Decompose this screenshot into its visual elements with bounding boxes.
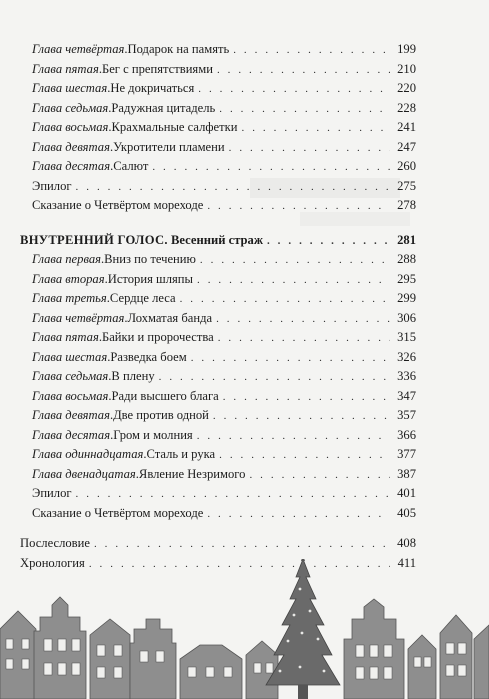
entry-title: Послесловие [20, 536, 90, 550]
separator: . [98, 330, 102, 344]
toc-chapter-entry[interactable] [20, 138, 416, 158]
chapter-label: Глава двенадцатая [32, 466, 136, 481]
toc-chapter-entry[interactable] [20, 60, 416, 80]
separator: . [104, 271, 108, 286]
entry-title: Две против одной [113, 408, 209, 422]
entry-title: Вниз по течению [104, 252, 196, 266]
entry-title: Сердце леса [109, 291, 176, 305]
leader-dots [229, 139, 390, 159]
separator: . [109, 408, 114, 422]
separator: . [106, 291, 110, 305]
page-number: 281 [397, 232, 416, 247]
window-shape [370, 645, 378, 657]
leader-dots [180, 290, 390, 310]
chapter-label: Глава девятая [32, 408, 110, 422]
window-shape [384, 667, 392, 679]
chapter-label: Глава пятая [32, 61, 99, 76]
house-shape [0, 611, 36, 699]
page-number: 275 [397, 178, 416, 193]
chapter-label: Глава восьмая [32, 120, 109, 134]
separator: . [135, 466, 139, 481]
chapter-label: Глава седьмая [32, 100, 109, 115]
toc-chapter-entry[interactable] [20, 367, 416, 387]
house-shape [440, 615, 472, 699]
chapter-label: Глава восьмая [32, 388, 109, 403]
window-shape [206, 667, 214, 677]
leader-dots [213, 407, 390, 427]
toc-entry[interactable] [20, 177, 416, 197]
page-number: 347 [397, 388, 416, 403]
separator: . [100, 252, 105, 266]
toc-chapter-entry[interactable] [20, 445, 416, 465]
separator: . [124, 42, 128, 56]
entry-title: Гром и молния [113, 427, 193, 442]
chapter-label: Глава девятая [32, 139, 110, 154]
leader-dots [267, 232, 390, 252]
chapter-label: Глава десятая [32, 427, 111, 442]
christmas-tree-illustration [266, 559, 340, 699]
window-shape [224, 667, 232, 677]
chapter-label: Глава шестая [32, 81, 108, 95]
toc-entry[interactable] [20, 484, 416, 504]
leader-dots [200, 251, 390, 271]
leader-dots [219, 446, 390, 466]
page-number: 295 [397, 271, 416, 286]
separator: . [110, 427, 114, 442]
entry-title: Не докричаться [110, 81, 195, 95]
window-shape [424, 657, 431, 667]
window-shape [458, 665, 466, 676]
leader-dots [219, 100, 390, 120]
separator: . [108, 388, 112, 403]
entry-title: Салют [113, 159, 149, 173]
entry-title: Эпилог [32, 486, 72, 500]
page-number: 336 [397, 369, 416, 383]
entry-title: Лохматая банда [127, 310, 213, 325]
page-number: 299 [397, 291, 416, 305]
page-number: 387 [397, 466, 416, 481]
entry-title: Ради высшего блага [111, 388, 219, 403]
window-shape [254, 663, 261, 673]
toc-chapter-entry[interactable] [20, 157, 416, 177]
page-number: 315 [397, 330, 416, 344]
leader-dots [76, 485, 390, 505]
toc-chapter-entry[interactable] [20, 270, 416, 290]
toc-section-part1-tail [20, 40, 416, 216]
entry-title: Радужная цитадель [111, 100, 216, 115]
window-shape [458, 643, 466, 654]
leader-dots [233, 41, 390, 61]
window-shape [6, 639, 13, 649]
window-shape [356, 667, 364, 679]
page-number: 405 [397, 505, 416, 520]
leader-dots [191, 349, 390, 369]
window-shape [97, 645, 105, 656]
section-gap [20, 523, 416, 534]
chapter-label: Глава пятая [32, 330, 99, 344]
chapter-label: Глава четвёртая [32, 42, 125, 56]
toc-chapter-entry[interactable] [20, 426, 416, 446]
entry-title: Сталь и рука [146, 447, 216, 461]
leader-dots [207, 197, 390, 217]
house-shape [474, 625, 489, 699]
toc-chapter-entry[interactable] [20, 99, 416, 119]
window-shape [44, 663, 52, 675]
window-shape [6, 659, 13, 669]
page-number: 247 [397, 139, 416, 154]
window-shape [22, 659, 29, 669]
toc-chapter-entry[interactable] [20, 465, 416, 485]
page-number: 288 [397, 252, 416, 266]
entry-title: Байки и пророчества [101, 330, 214, 344]
leader-dots [223, 388, 390, 408]
separator: . [110, 159, 114, 173]
toc-entry[interactable] [20, 196, 416, 216]
toc-chapter-entry[interactable] [20, 40, 416, 60]
entry-title: Сказание о Четвёртом мореходе [32, 198, 204, 212]
leader-dots [242, 119, 390, 139]
chapter-label: Глава третья [32, 291, 107, 305]
leader-dots [94, 535, 390, 555]
leader-dots [197, 271, 390, 291]
window-shape [156, 651, 164, 662]
toc-chapter-entry[interactable] [20, 289, 416, 309]
separator: . [109, 139, 114, 154]
entry-title: Сказание о Четвёртом мореходе [32, 505, 204, 520]
chapter-label: Глава десятая [32, 159, 111, 173]
chapter-label: Глава первая [32, 252, 101, 266]
toc-chapter-entry[interactable] [20, 309, 416, 329]
chapter-label: Глава седьмая [32, 369, 109, 383]
separator: . [107, 81, 111, 95]
chapter-label: Глава шестая [32, 349, 108, 364]
toc-chapter-entry[interactable] [20, 406, 416, 426]
leader-dots [218, 329, 390, 349]
entry-title: Явление Незримого [138, 466, 246, 481]
entry-title: История шляпы [107, 271, 194, 286]
townscape-illustration [0, 559, 489, 699]
entry-title: Разведка боем [110, 349, 187, 364]
separator: . [124, 310, 128, 325]
house-shape [130, 619, 176, 699]
separator: . [98, 61, 102, 76]
window-shape [140, 651, 148, 662]
entry-title: Подарок на память [127, 42, 230, 56]
page-number: 411 [397, 555, 416, 570]
window-shape [414, 657, 421, 667]
page-number: 210 [397, 61, 416, 76]
toc-chapter-entry[interactable] [20, 328, 416, 348]
page-number: 241 [397, 120, 416, 134]
toc-part-heading[interactable] [20, 231, 416, 251]
window-shape [97, 667, 105, 678]
window-shape [266, 663, 273, 673]
leader-dots [198, 80, 390, 100]
window-shape [44, 639, 52, 651]
toc-chapter-entry[interactable] [20, 387, 416, 407]
toc-chapter-entry[interactable] [20, 250, 416, 270]
leader-dots [216, 310, 390, 330]
chapter-label: Глава вторая [32, 271, 105, 286]
page-number: 408 [397, 536, 416, 550]
page-number: 228 [397, 100, 416, 115]
chapter-label: Глава четвёртая [32, 310, 125, 325]
page-number: 278 [397, 198, 416, 212]
entry-title: В плену [111, 369, 155, 383]
window-shape [72, 663, 80, 675]
window-shape [356, 645, 364, 657]
toc-chapter-entry[interactable] [20, 118, 416, 138]
toc-entry[interactable] [20, 504, 416, 524]
toc-chapter-entry[interactable] [20, 79, 416, 99]
part-heading-caps: ВНУТРЕННИЙ ГОЛОС. [20, 232, 168, 247]
entry-title: Эпилог [32, 178, 72, 193]
page-number: 377 [397, 447, 416, 461]
toc-entry[interactable] [20, 534, 416, 554]
table-of-contents [20, 40, 416, 573]
page-number: 199 [397, 42, 416, 56]
leader-dots [249, 466, 390, 486]
section-gap [20, 216, 416, 227]
chapter-label: Глава одиннадцатая [32, 447, 144, 461]
entry-title: Бег с препятствиями [101, 61, 213, 76]
leader-dots [197, 427, 390, 447]
page-number: 357 [397, 408, 416, 422]
window-shape [114, 645, 122, 656]
separator: . [108, 100, 112, 115]
leader-dots [217, 61, 390, 81]
leader-dots [159, 368, 390, 388]
window-shape [446, 665, 454, 676]
separator: . [143, 447, 147, 461]
page-number: 366 [397, 427, 416, 442]
window-shape [58, 663, 66, 675]
house-shape [90, 619, 130, 699]
page-number: 326 [397, 349, 416, 364]
window-shape [22, 639, 29, 649]
separator: . [108, 120, 112, 134]
window-shape [384, 645, 392, 657]
toc-section-part2 [20, 250, 416, 523]
window-shape [58, 639, 66, 651]
house-shape [408, 635, 436, 699]
page-number: 401 [397, 486, 416, 500]
toc-chapter-entry[interactable] [20, 348, 416, 368]
leader-dots [76, 178, 390, 198]
window-shape [114, 667, 122, 678]
page-number: 220 [397, 81, 416, 95]
window-shape [370, 667, 378, 679]
part-heading-title: Весенний страж [170, 232, 263, 247]
entry-title: Укротители пламени [113, 139, 225, 154]
entry-title: Крахмальные салфетки [111, 120, 238, 134]
page-number: 306 [397, 310, 416, 325]
leader-dots [152, 158, 390, 178]
window-shape [188, 667, 196, 677]
window-shape [72, 639, 80, 651]
entry-title: Хронология [20, 555, 85, 570]
window-shape [446, 643, 454, 654]
separator: . [107, 349, 111, 364]
page-number: 260 [397, 159, 416, 173]
separator: . [108, 369, 112, 383]
leader-dots [207, 505, 390, 525]
